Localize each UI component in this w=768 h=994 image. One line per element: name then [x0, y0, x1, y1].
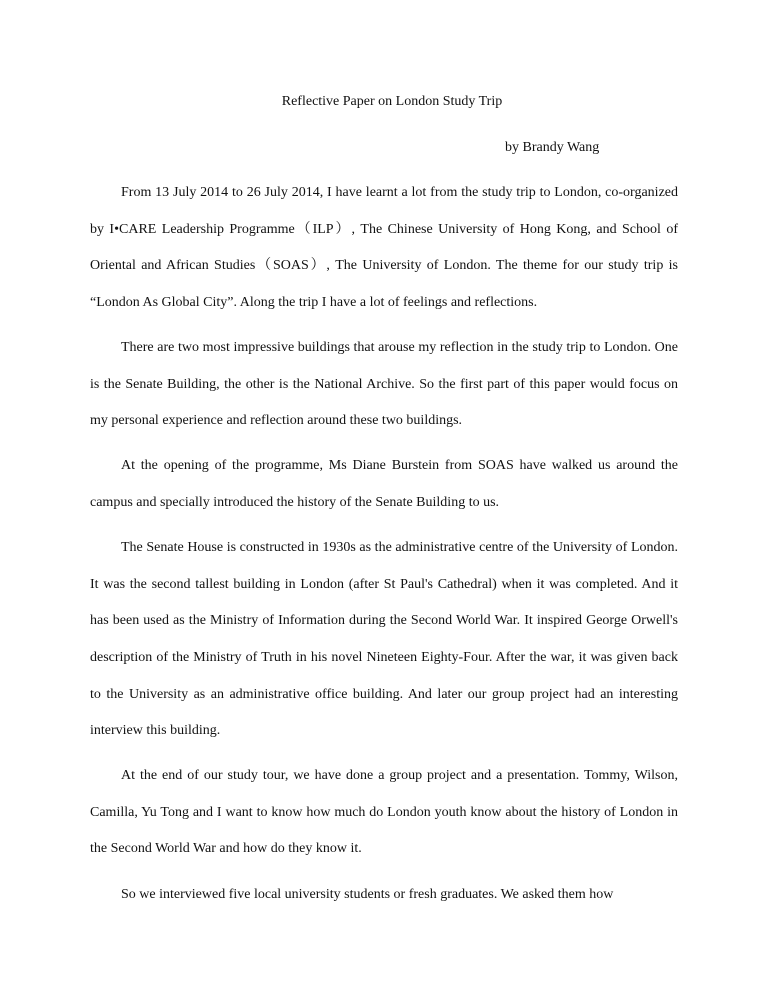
document-author: by Brandy Wang: [505, 140, 600, 155]
paragraph-introduction: From 13 July 2014 to 26 July 2014, I have learnt a lot from the study trip to London, co-organized by I•CARE Leadership Programme（ILP）, The Chinese University of Hong Kong, and School of Oriental and African Studies（SOAS）, The University of London. The theme for our study trip is “London As Global City”. Along the trip I have a lot of feelings and reflections.: [90, 185, 678, 310]
paragraph-senate-house: The Senate House is constructed in 1930s as the administrative centre of the University of London. It was the second tallest building in London (after St Paul's Cathedral) when it was completed. And it has been used as the Ministry of Information during the Second World War. It inspired George Orwell's description of the Ministry of Truth in his novel Nineteen Eighty-Four. After the war, it was given back to the University as an administrative office building. And later our group project had an interesting interview this building.: [90, 540, 678, 739]
paragraph-group-project: At the end of our study tour, we have done a group project and a presentation. Tommy, Wilson, Camilla, Yu Tong and I want to know how much do London youth know about the history of London in the Second World War and how do they know it.: [90, 768, 678, 857]
paragraph-programme-opening: At the opening of the programme, Ms Diane Burstein from SOAS have walked us around the campus and specially introduced the history of the Senate Building to us.: [90, 458, 678, 510]
paragraph-buildings: There are two most impressive buildings that arouse my reflection in the study trip to London. One is the Senate Building, the other is the National Archive. So the first part of this paper would focus on my personal experience and reflection around these two buildings.: [90, 339, 678, 429]
paragraph-interviews: So we interviewed five local university students or fresh graduates. We asked them how: [121, 886, 614, 902]
document-body: [90, 175, 678, 913]
document-title: Reflective Paper on London Study Trip: [281, 94, 503, 109]
